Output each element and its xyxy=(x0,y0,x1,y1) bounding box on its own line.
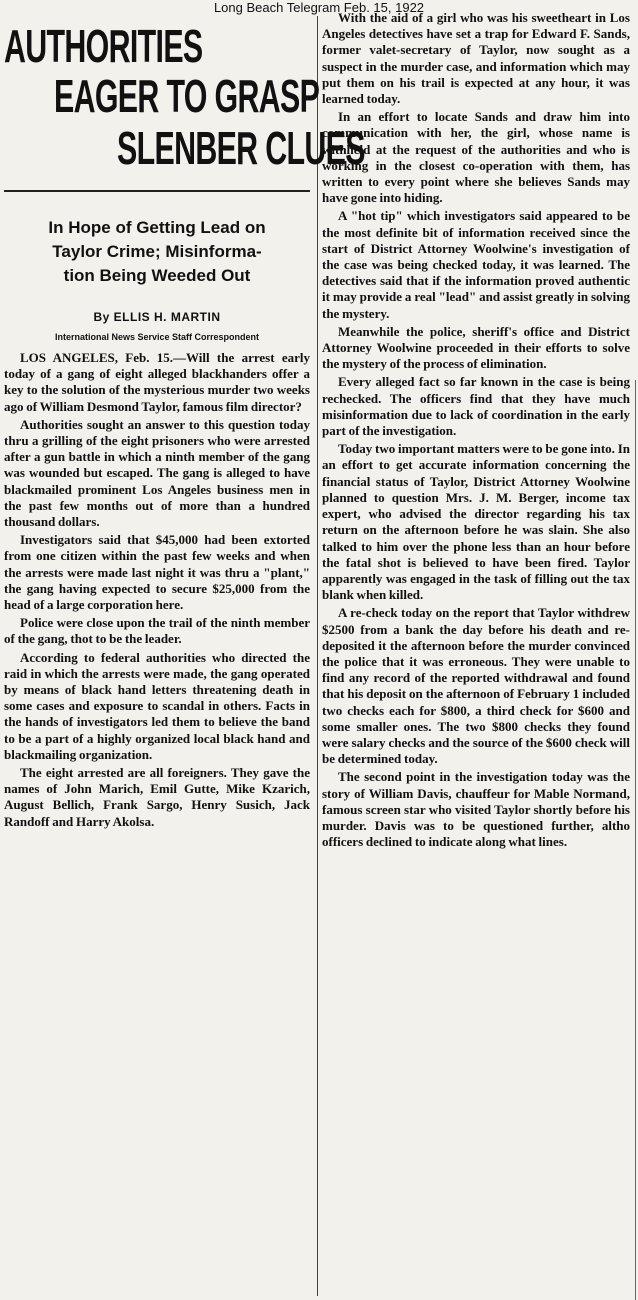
left-article-body xyxy=(4,350,310,832)
article-paragraph: According to federal authorities who directed the raid in which the arrests were made, the gang operated by means of black hand letters threatening death in some cases and exposure to scandal in others. Facts in the hands of investigators led them to believe the band to be a part of a highly organized local black hand and blackmailing organization. xyxy=(4,649,310,762)
subhead-line-1: In Hope of Getting Lead on xyxy=(48,218,266,237)
subhead-line-3: tion Being Weeded Out xyxy=(63,266,251,285)
dateline: Long Beach Telegram Feb. 15, 1922 xyxy=(213,0,425,15)
byline: By ELLIS H. MARTIN xyxy=(93,310,221,324)
column-rule xyxy=(317,16,318,1296)
article-paragraph: In an effort to locate Sands and draw him into communication with her, the girl, whose name is withheld at the request of the authorities and who is working in the closest co-operation with them, has written to every point where she believes Sands may have gone into hiding. xyxy=(322,109,630,206)
article-paragraph: Meanwhile the police, sheriff's office and District Attorney Woolwine proceeded in their efforts to solve the mystery of the process of elimination. xyxy=(322,323,630,372)
article-paragraph: The eight arrested are all foreigners. They gave the names of John Marich, Emil Gutte, Mike Kzarich, August Bellich, Frank Sargo, Henry Susich, Jack Randoff and Harry Akolsa. xyxy=(4,765,310,829)
article-paragraph: The second point in the investigation today was the story of William Davis, chauffeur for Mable Normand, famous screen star who visited Taylor shortly before his murder. Davis was to be questioned further, altho officers declined to indicate along what lines. xyxy=(322,769,630,850)
subheadline xyxy=(4,216,310,288)
headline-line-1: AUTHORITIES xyxy=(4,20,203,72)
headline-line-2: EAGER TO GRASP xyxy=(54,70,320,122)
headline-rule xyxy=(4,190,310,192)
article-paragraph: With the aid of a girl who was his sweetheart in Los Angeles detectives have set a trap for Edward F. Sands, former valet-secretary of Taylor, now sought as a suspect in the murder case, and information which may put them on his trail is expected at any hour, it was learned today. xyxy=(322,10,630,107)
article-paragraph: Police were close upon the trail of the ninth member of the gang, thot to be the leader. xyxy=(4,615,310,647)
subhead-line-2: Taylor Crime; Misinforma- xyxy=(52,242,262,261)
article-paragraph: Today two important matters were to be gone into. In an effort to get accurate information concerning the financial status of Taylor, District Attorney Woolwine planned to question Mrs. J. M. Berger, income tax expert, who advised the director regarding his tax return on the afternoon before he was slain. She also talked to him over the phone less than an hour before the fatal shot is believed to have been fired. Taylor apparently was engaged in the task of filling out the tax blank when killed. xyxy=(322,441,630,603)
article-paragraph: Authorities sought an answer to this question today thru a grilling of the eight prisoners who were arrested after a gun battle in which a ninth member of the gang was wounded but escaped. The gang is alleged to have blackmailed prominent Los Angeles business men in the past few months out of more than a hundred thousand dollars. xyxy=(4,416,310,530)
article-paragraph: A "hot tip" which investigators said appeared to be the most definite bit of information received since the start of District Attorney Woolwine's investigation of the case was being checked today, it was learned. The detectives said that if the information proved authentic it may provide a real "lead" and assist greatly in solving the mystery. xyxy=(322,208,630,321)
right-edge-rule xyxy=(635,380,636,1300)
headline-line-3: SLENBER CLUES xyxy=(117,122,365,174)
article-paragraph: A re-check today on the report that Taylor withdrew $2500 from a bank the day before his death and re-deposited it the afternoon before the murder convinced the police that it was erroneous. They were unable to find any record of the reported withdrawal and found that his deposit on the afternoon of February 1 included two checks each for $800, a third check for $600 and some smaller ones. The two $800 checks they found were salary checks and the source of the $600 check will be determined today. xyxy=(322,605,630,767)
article-paragraph: Every alleged fact so far known in the case is being rechecked. The officers find that they have much misinformation due to lack of coordination in the early part of the investigation. xyxy=(322,374,630,439)
article-paragraph: Investigators said that $45,000 had been extorted from one citizen within the past few weeks and when the arrests were made last night it was thru a "plant," the gang having expected to secure $25,000 from the head of a large corporation here. xyxy=(4,532,310,613)
byline-credit: International News Service Staff Correspondent xyxy=(54,332,260,342)
article-paragraph: LOS ANGELES, Feb. 15.—Will the arrest early today of a gang of eight alleged blackhanders offer a key to the solution of the mysterious murder two weeks ago of William Desmond Taylor, famous film director? xyxy=(4,350,310,414)
right-article-body xyxy=(322,10,630,852)
